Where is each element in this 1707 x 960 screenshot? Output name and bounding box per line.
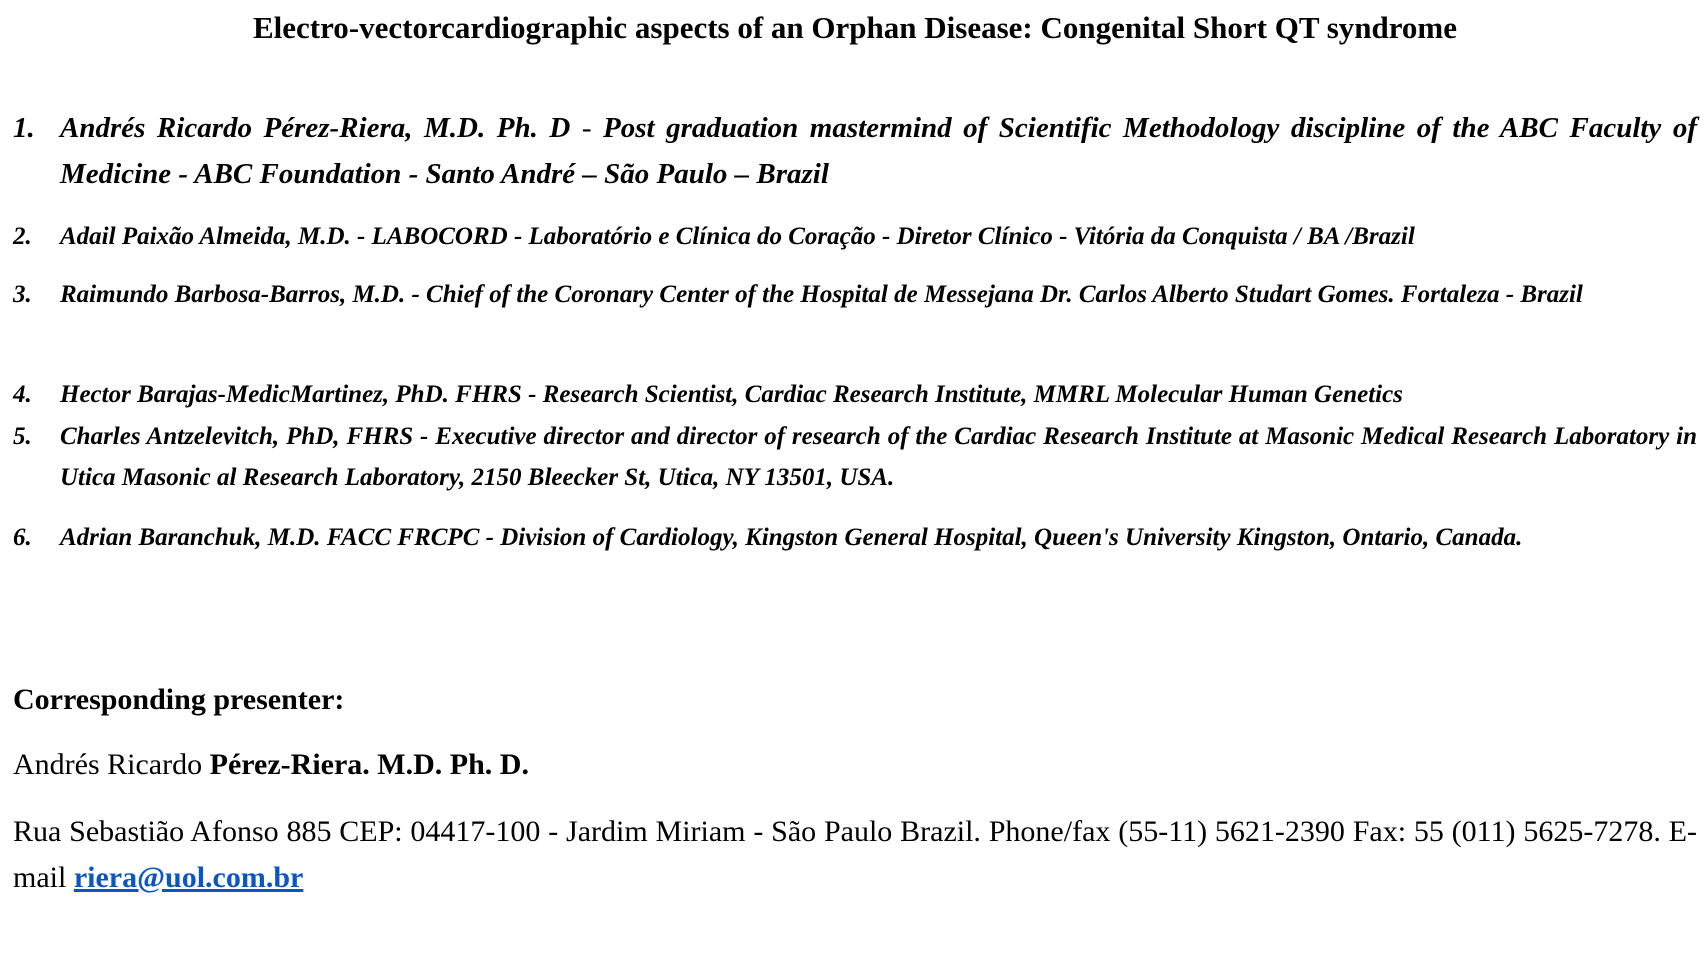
- author-text: Adail Paixão Almeida, M.D. - LABOCORD - Laboratório e Clínica do Coração - Diretor Clínico - Vitória da Conquista / BA /Brazil: [60, 223, 1415, 250]
- document-title: Electro-vectorcardiographic aspects of an Orphan Disease: Congenital Short QT syndrome: [252, 10, 1458, 45]
- author-item-1: [13, 105, 1697, 197]
- address-text: Rua Sebastião Afonso 885 CEP: 04417-100 - Jardim Miriam - São Paulo Brazil. Phone/fax (55-11) 5621-2390 Fax: 55 (011) 5625-7278. E-mail: [13, 815, 1697, 894]
- presenter-last-name: Pérez-Riera. M.D. Ph. D.: [209, 748, 529, 781]
- author-number: 5.: [13, 423, 32, 450]
- author-text: Hector Barajas-MedicMartinez, PhD. FHRS - Research Scientist, Cardiac Research Institute, MMRL Molecular Human Genetics: [60, 381, 1403, 408]
- author-text: Adrian Baranchuk, M.D. FACC FRCPC - Division of Cardiology, Kingston General Hospital, Queen's University Kingston, Ontario, Canada.: [60, 524, 1523, 551]
- presenter-heading: Corresponding presenter:: [13, 683, 345, 716]
- author-item-2: [13, 217, 1697, 257]
- presenter-first-name: Andrés Ricardo: [13, 748, 210, 781]
- author-text: Charles Antzelevitch, PhD, FHRS - Executive director and director of research of the Cardiac Research Institute at Masonic Medical Research Laboratory in Utica Masonic al Research Laboratory, 2150 Bleecker St, Utica, NY 13501, USA.: [60, 423, 1697, 491]
- author-number: 2.: [13, 223, 32, 250]
- author-item-4: [13, 375, 1697, 415]
- author-separator: -: [570, 112, 604, 144]
- author-item-6: [13, 517, 1697, 558]
- author-number: 1.: [13, 112, 35, 144]
- author-text: [60, 105, 1697, 197]
- author-name: Andrés Ricardo Pérez-Riera, M.D. Ph. D: [60, 112, 571, 144]
- presenter-address: [13, 809, 1697, 901]
- author-number: 3.: [13, 281, 32, 308]
- author-text: Raimundo Barbosa-Barros, M.D. - Chief of the Coronary Center of the Hospital de Messejana Dr. Carlos Alberto Studart Gomes. Fortaleza - Brazil: [60, 281, 1583, 308]
- author-number: 4.: [13, 381, 32, 408]
- presenter-name: [13, 745, 529, 785]
- email-link[interactable]: riera@uol.com.br: [73, 861, 304, 894]
- author-item-5: [13, 416, 1697, 498]
- author-number: 6.: [13, 524, 32, 551]
- author-affiliation: Post graduation mastermind of Scientific Methodology discipline of the ABC Faculty of Medicine - ABC Foundation - Santo André – São Paulo – Brazil: [60, 112, 1697, 190]
- author-item-3: [13, 274, 1697, 315]
